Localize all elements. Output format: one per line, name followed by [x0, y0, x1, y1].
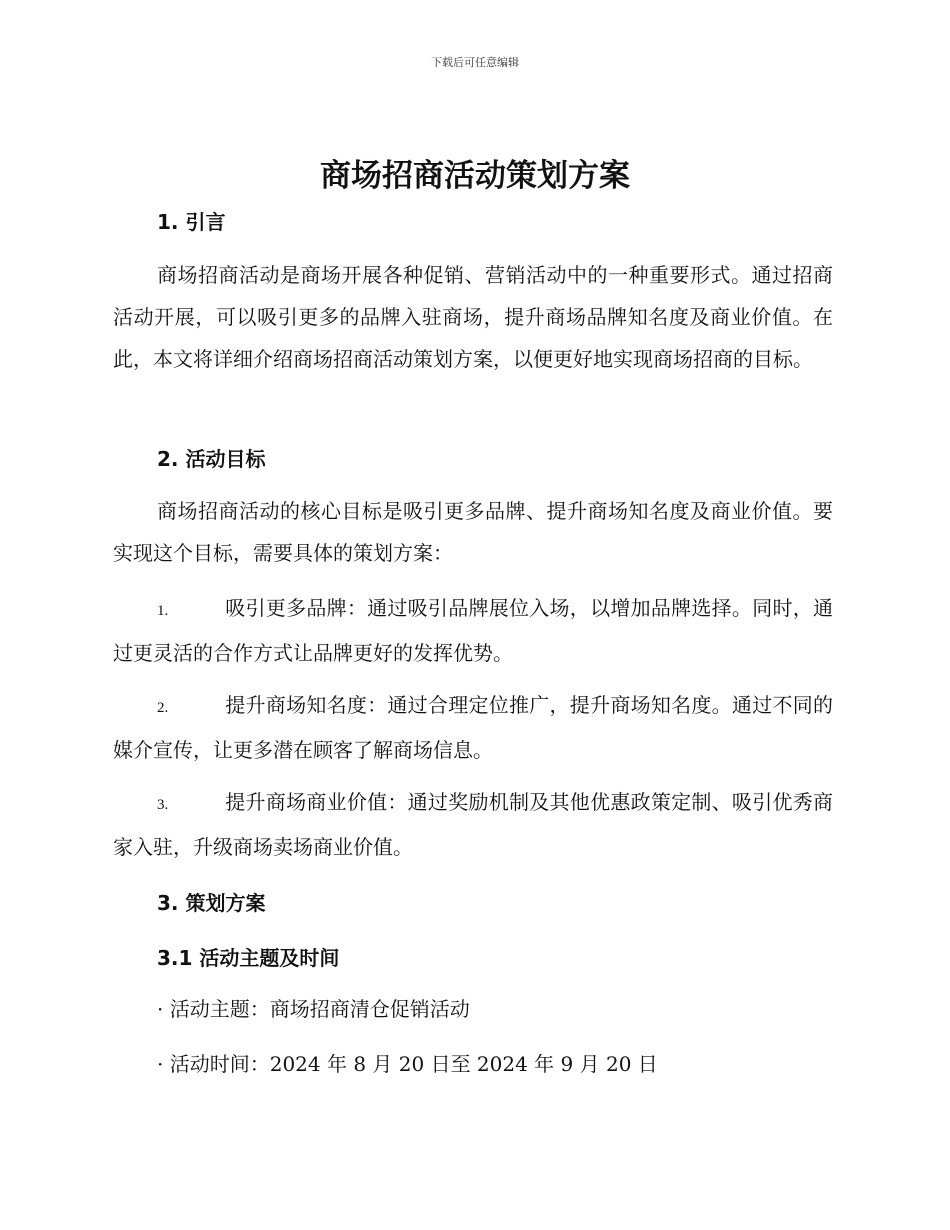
list-number: 3. — [157, 797, 169, 813]
goal-list-item — [113, 781, 833, 868]
list-number: 2. — [157, 700, 169, 716]
page-header-note: 下载后可任意编辑 — [431, 56, 519, 69]
subsection-heading-theme-time: 3.1 活动主题及时间 — [157, 946, 340, 970]
bullet-item-time: · 活动时间：2024 年 8 月 20 日至 2024 年 9 月 20 日 — [157, 1052, 658, 1076]
bullet-item-theme: · 活动主题：商场招商清仓促销活动 — [157, 997, 470, 1021]
intro-paragraph: 商场招商活动是商场开展各种促销、营销活动中的一种重要形式。通过招商活动开展，可以吸引更多的品牌入驻商场，提升商场品牌知名度及商业价值。在此，本文将详细介绍商场招商活动策划方案，以便更好地实现商场招商的目标。 — [113, 263, 833, 371]
document-title: 商场招商活动策划方案 — [320, 158, 630, 194]
goals-paragraph: 商场招商活动的核心目标是吸引更多品牌、提升商场知名度及商业价值。要实现这个目标，需要具体的策划方案： — [113, 499, 833, 565]
list-number: 1. — [157, 603, 169, 619]
section-heading-goals: 2. 活动目标 — [157, 447, 266, 471]
section-heading-intro: 1. 引言 — [157, 210, 226, 234]
list-item-text: 吸引更多品牌：通过吸引品牌展位入场，以增加品牌选择。同时，通过更灵活的合作方式让品牌更好的发挥优势。 — [113, 596, 833, 665]
goal-list-item — [113, 684, 833, 771]
goal-list-item — [113, 587, 833, 674]
list-item-text: 提升商场商业价值：通过奖励机制及其他优惠政策定制、吸引优秀商家入驻，升级商场卖场商业价值。 — [113, 790, 833, 859]
list-item-text: 提升商场知名度：通过合理定位推广，提升商场知名度。通过不同的媒介宣传，让更多潜在顾客了解商场信息。 — [113, 693, 833, 762]
section-heading-plan: 3. 策划方案 — [157, 891, 266, 915]
